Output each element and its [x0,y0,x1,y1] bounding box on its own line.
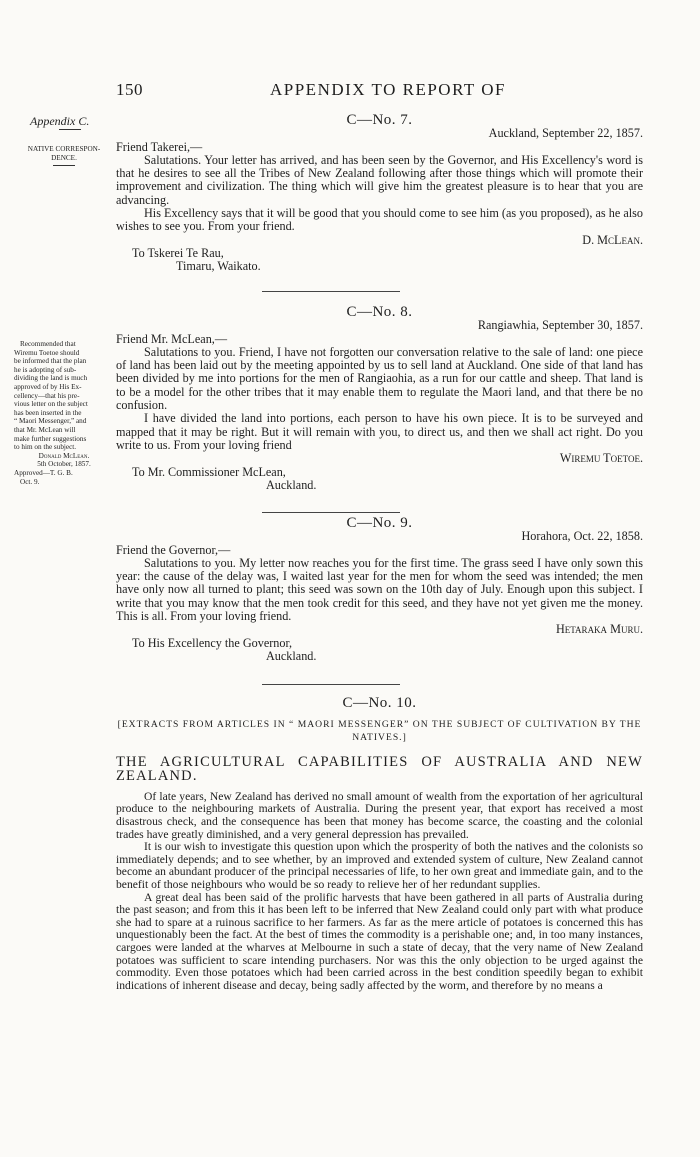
letter-c7 [116,114,643,274]
letter-c9 [116,517,643,663]
marginal-note-line: Recommended that [20,340,76,348]
paragraph: A great deal has been said of the prolific harvests that have been gathered in all parts of Australia during the past season; and from this it has been left to be inferred that New Zealand could only part with what produce she had to spare at a ruinous sacrifice to her farmers. As far as the mere article of potatoes is concerned this has unquestionably been the fact. At the best of times the commodity is a perishable one; and, in too many instances, cargoes were landed at the wharves at Melbourne in such a state of decay, that the very name of New Zealand potatoes was sufficient to scare intending purchasers. Nor was this the only objection to be urged against the commodity. Even those potatoes which had been carried across in the best condition speedily began to exhibit indications of inherent disease and decay, being sadly affected by the worm, and therefore by no means a [116,890,643,992]
dateline: Auckland, September 22, 1857. [488,126,643,141]
section-label-line: DENCE. [51,153,77,162]
dateline: Horahora, Oct. 22, 1858. [521,529,643,544]
paragraph: I have divided the land into portions, each person to have his own piece. It is to be surveyed and mapped that it may be right. But it will remain with you, to direct us, and then we shall act right. Do you write to us. From your loving friend [116,411,643,452]
address-line: Auckland. [266,648,317,663]
dateline: Rangiawhia, September 30, 1857. [477,318,643,333]
section-divider [262,291,400,292]
address-line: To Mr. Commissioner McLean, [132,464,286,479]
marginal-note-line: cellency—that his pre- [14,391,80,400]
marginal-note-line: be informed that the plan [14,357,87,366]
marginal-note-line: that Mr. McLean will [14,425,76,434]
page-title: APPENDIX TO REPORT OF [270,80,506,99]
section-heading: C—No. 8. [346,304,413,320]
marginal-note-line: has been inserted in the [14,408,82,417]
extract-line: [EXTRACTS FROM ARTICLES IN “ MAORI MESSENGER” ON THE SUBJECT OF CULTIVATION BY THE [117,719,642,731]
paragraph: Salutations. Your letter has arrived, and has been seen by the Governor, and His Excellency's word is that he desires to see all the Tribes of New Zealand following after those things which will promote their improvement and civilization. The thing which will give him the greatest pleasure is to hear that you are advancing. [116,152,643,207]
address-line: To Tskerei Te Rau, [132,245,224,260]
marginal-note-signer: Donald McLean. [38,451,90,460]
section-heading: C—No. 10. [342,695,417,711]
section-label-line: NATIVE CORRESPON- [27,145,101,153]
section-divider [262,684,400,685]
marginal-note-line: he is adopting of sub- [14,365,77,374]
signature: Wiremu Toetoe. [559,451,643,466]
marginal-note [14,340,114,486]
address-line: Timaru, Waikato. [176,259,261,274]
marginal-note-line: vious letter on the subject [14,400,88,409]
article-title: THE AGRICULTURAL CAPABILITIES OF AUSTRALIA AND NEW ZEALAND. [116,754,643,784]
paragraph: Salutations to you. My letter now reaches you for the first time. The grass seed I have only sown this year: the cause of the delay was, I waited last year for the men for whom the seed was intended; the men have only now all turned to plant; this seed was sown on the 10th day of July. Enough upon this subject. I write that you may know that the men took credit for this seed, and they have not yet given me the money. This is all. From your loving friend. [116,555,643,624]
address-line: Auckland. [266,477,317,492]
marginal-note-approved-date: Oct. 9. [20,477,40,486]
marginal-note-line: Wiremu Toetoe should [14,348,80,357]
letter-c8 [116,306,643,492]
marginal-note-line: to him on the subject. [14,443,77,452]
section-divider [262,512,400,513]
paragraph: It is our wish to investigate this question upon which the prosperity of both the natives and the colonists so immediately depends; and to see whether, by an improved and extended system of culture, New Zealand cannot become an abundant producer of the principal necessaries of life, to her own great and immediate gain, and to the benefit of those neighbours who would be so ready to relieve her of her redundant supplies. [116,840,643,892]
address-line: To His Excellency the Governor, [132,635,293,650]
appendix-label [30,114,110,130]
section-rule [53,165,75,166]
signature: Hetaraka Muru. [555,622,643,637]
marginal-note-approved: Approved—T. G. B. [14,468,73,477]
appendix-label-text: Appendix C. [30,114,90,128]
extract-line: NATIVES.] [352,732,407,744]
signature: D. McLean. [582,232,643,247]
section-label [14,145,114,166]
marginal-note-line: dividing the land is much [14,374,88,383]
marginal-note-date: 5th October, 1857. [37,460,91,469]
paragraph: Salutations to you. Friend, I have not forgotten our conversation relative to the sale of land: one piece of land has been laid out by the meeting appointed by us to sell land at Auckland. One side of that land has been divided by me into portions for the men of Rangiaohia, as a run for our cattle and sheep. That land is to be a model for the other tribes that it may enable them to regulate the Maori land, and that there be no confusion. [116,344,643,413]
paragraph: Of late years, New Zealand has derived no small amount of wealth from the exportation of her agricultural produce to the neighbouring markets of Australia. During the present year, that export has received a most disastrous check, and the consequence has been that money has become scarce, the coasting and the colonial trades have greatly diminished, and a very general depression has prevailed. [116,789,643,841]
page-number: 150 [116,80,143,99]
marginal-note-line: approved of by His Ex- [14,382,82,391]
appendix-rule [59,129,81,130]
salutation: Friend the Governor,— [116,542,231,557]
marginal-note-line: “ Maori Messenger,” and [14,417,87,426]
section-heading: C—No. 9. [346,515,413,531]
paragraph: His Excellency says that it will be good that you should come to see him (as you proposed), as he also wishes to see you. From your friend. [116,206,643,234]
article-c10 [116,697,643,992]
marginal-note-line: make further suggestions [14,434,87,443]
salutation: Friend Mr. McLean,— [116,331,228,346]
salutation: Friend Takerei,— [116,139,203,154]
section-heading: C—No. 7. [346,112,413,128]
